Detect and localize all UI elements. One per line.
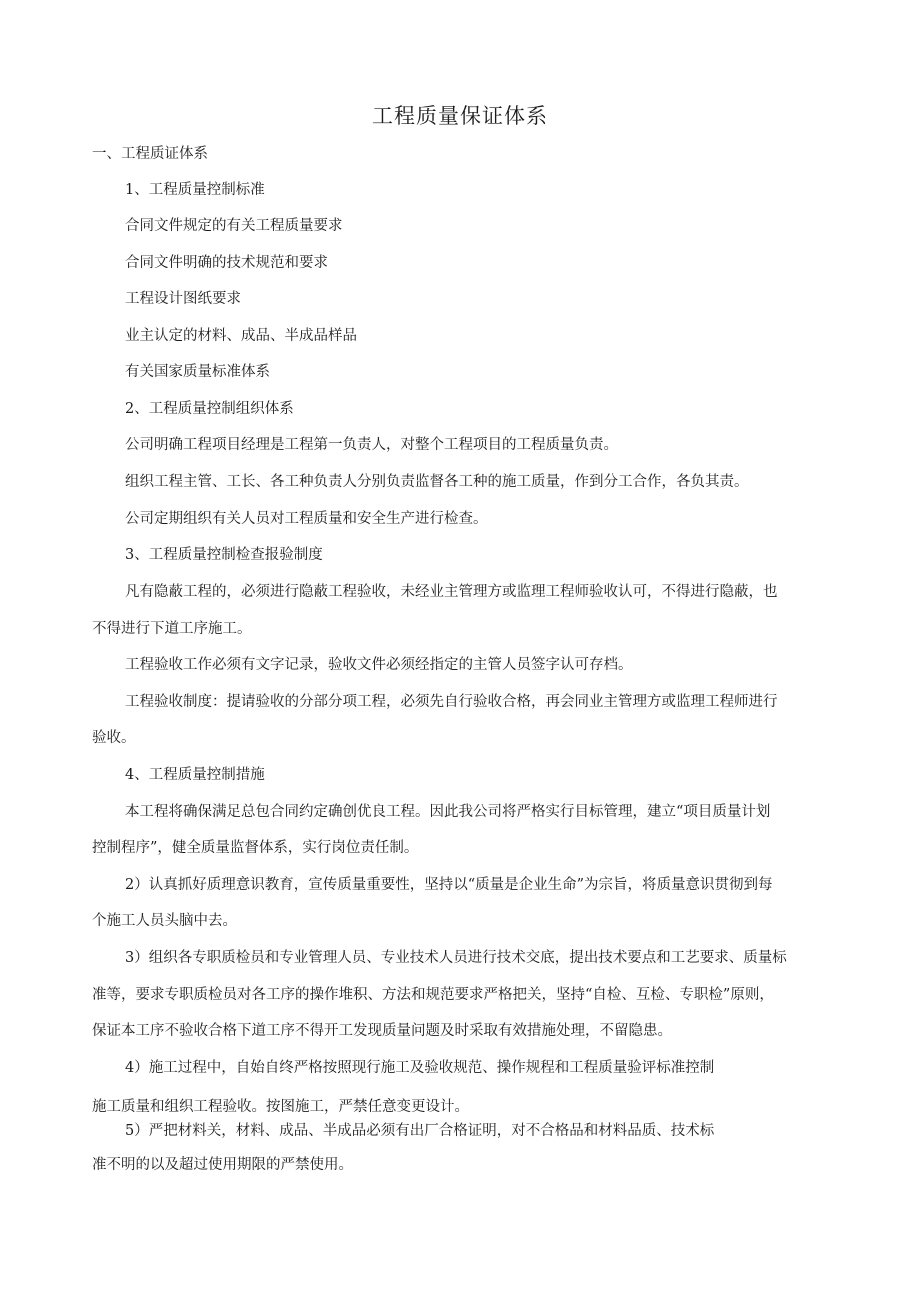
paragraph-line: 工程验收制度：提请验收的分部分项工程，必须先自行验收合格，再会同业主管理方或监理工程师进行 xyxy=(125,694,778,710)
paragraph-line: 公司定期组织有关人员对工程质量和安全生产进行检查。 xyxy=(125,511,488,527)
paragraph-line: 工程设计图纸要求 xyxy=(125,291,241,307)
paragraph-line: 工程验收工作必须有文字记录，验收文件必须经指定的主管人员签字认可存档。 xyxy=(125,657,633,673)
paragraph-line: 有关国家质量标准体系 xyxy=(125,364,270,380)
paragraph-line: 5）严把材料关，材料、成品、半成品必须有出厂合格证明，对不合格品和材料品质、技术标 xyxy=(125,1123,715,1139)
subsection-heading: 1、工程质量控制标准 xyxy=(125,182,265,198)
paragraph-line: 2）认真抓好质理意识教育，宣传质量重要性，坚持以“质量是企业生命”为宗旨，将质量意识贯彻到每 xyxy=(125,877,773,893)
paragraph-line: 合同文件规定的有关工程质量要求 xyxy=(125,218,343,234)
paragraph-line: 准不明的以及超过使用期限的严禁使用。 xyxy=(92,1157,353,1173)
paragraph-line: 保证本工序不验收合格下道工序不得开工发现质量问题及时采取有效措施处理，不留隐患。 xyxy=(92,1023,672,1039)
paragraph-line: 公司明确工程项目经理是工程第一负责人，对整个工程项目的工程质量负责。 xyxy=(125,437,618,453)
paragraph-line: 组织工程主管、工长、各工种负责人分别负责监督各工种的施工质量，作到分工合作，各负其责。 xyxy=(125,474,749,490)
paragraph-line: 个施工人员头脑中去。 xyxy=(92,913,237,929)
paragraph-line: 凡有隐蔽工程的，必须进行隐蔽工程验收，未经业主管理方或监理工程师验收认可，不得进行隐蔽，也 xyxy=(125,584,778,600)
paragraph-line: 施工质量和组织工程验收。按图施工，严禁任意变更设计。 xyxy=(92,1099,469,1115)
subsection-heading: 3、工程质量控制检查报验制度 xyxy=(125,547,323,563)
paragraph-line: 4）施工过程中，自始自终严格按照现行施工及验收规范、操作规程和工程质量验评标准控制 xyxy=(125,1060,715,1076)
paragraph-line: 准等，要求专职质检员对各工序的操作堆积、方法和规范要求严格把关，坚持“自检、互检、专职检”原则， xyxy=(92,987,774,1003)
subsection-heading: 2、工程质量控制组织体系 xyxy=(125,401,294,417)
paragraph-line: 3）组织各专职质检员和专业管理人员、专业技术人员进行技术交底，提出技术要点和工艺要求、质量标 xyxy=(125,950,787,966)
paragraph-line: 验收。 xyxy=(92,730,136,746)
section-heading: 一、工程质证体系 xyxy=(92,146,208,162)
paragraph-line: 不得进行下道工序施工。 xyxy=(92,621,252,637)
paragraph-line: 控制程序”，健全质量监督体系，实行岗位责任制。 xyxy=(92,840,419,856)
paragraph-line: 合同文件明确的技术规范和要求 xyxy=(125,255,328,271)
paragraph-line: 业主认定的材料、成品、半成品样品 xyxy=(125,328,357,344)
subsection-heading: 4、工程质量控制措施 xyxy=(125,767,265,783)
paragraph-line: 本工程将确保满足总包合同约定确创优良工程。因此我公司将严格实行目标管理，建立“项目质量计划 xyxy=(125,804,771,820)
document-title: 工程质量保证体系 xyxy=(372,104,548,128)
